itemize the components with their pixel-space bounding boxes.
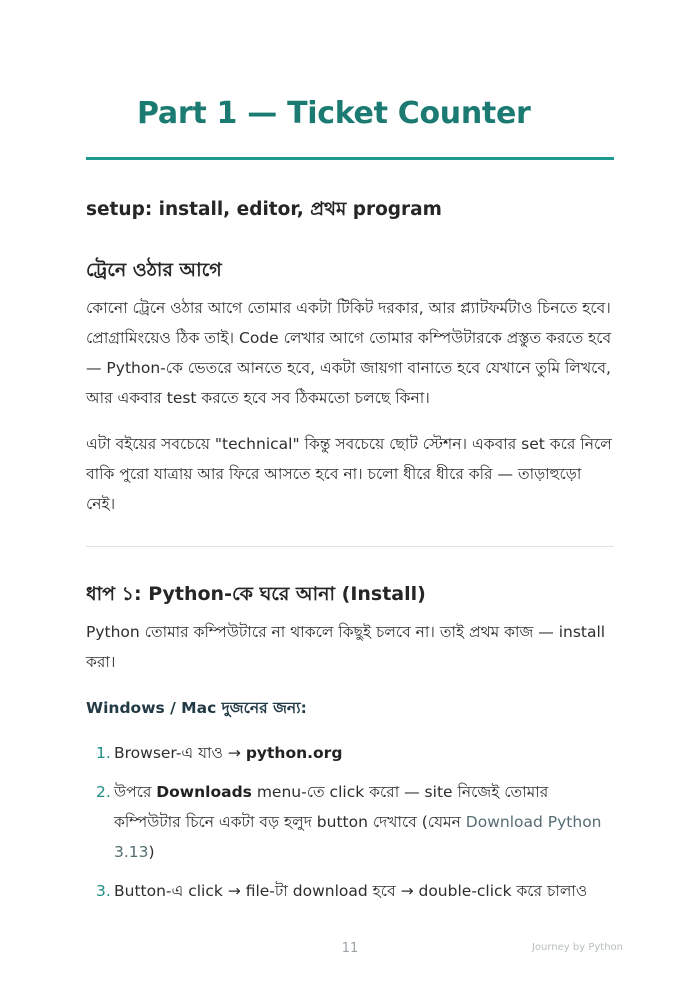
chapter-subtitle: setup: install, editor, প্রথম program <box>86 199 442 220</box>
section-heading-before-train: ট্রেনে ওঠার আগে <box>86 259 222 281</box>
step-text: উপরে <box>114 783 157 801</box>
page-number: 11 <box>341 941 359 956</box>
title-divider <box>86 157 614 160</box>
list-number: 2. <box>96 783 111 801</box>
step-text-cont: menu-তে click করো — site নিজেই তোমার কম্পিউটার চিনে একটা বড় হলুদ button দেখাবে (যেমন <box>114 783 549 831</box>
list-item <box>86 738 614 768</box>
list-item <box>86 777 614 867</box>
list-number: 3. <box>96 882 111 900</box>
chapter-title: Part 1 — Ticket Counter <box>137 96 531 131</box>
footer-brand: Journey by Python <box>531 942 623 953</box>
paragraph-intro: কোনো ট্রেনে ওঠার আগে তোমার একটা টিকিট দরকার, আর প্ল্যাটফর্মটাও চিনতে হবে। প্রোগ্রামিংয়েও ঠিক তাই। Code লেখার আগে তোমার কম্পিউটারকে প্রস্তুত করতে হবে — Python-কে ভেতরে আনতে হবে, একটা জায়গা বানাতে হবে যেখানে তুমি লিখবে, আর একবার test করতে হবে সব ঠিকমতো চলছে কিনা। <box>86 299 612 407</box>
step-text: Button-এ click → file-টা download হবে → double-click করে চালাও <box>114 882 588 900</box>
download-python-example: Download Python 3.13 <box>114 813 602 861</box>
list-item <box>86 876 614 906</box>
subheading-windows-mac: Windows / Mac দুজনের জন্য: <box>86 699 307 717</box>
downloads-term: Downloads <box>156 783 252 801</box>
section-heading-install: ধাপ ১: Python-কে ঘরে আনা (Install) <box>86 583 426 605</box>
section-divider <box>86 546 614 547</box>
python-org-link[interactable]: python.org <box>245 744 343 762</box>
list-number: 1. <box>96 744 111 762</box>
paragraph-technical-station: এটা বইয়ের সবচেয়ে "technical" কিন্তু সবচেয়ে ছোট স্টেশন। একবার set করে নিলে বাকি পুরো যাত্রায় আর ফিরে আসতে হবে না। চলো ধীরে ধীরে করি — তাড়াহুড়ো নেই। <box>86 435 612 513</box>
paragraph-install-intro: Python তোমার কম্পিউটারে না থাকলে কিছুই চলবে না। তাই প্রথম কাজ — install করা। <box>86 623 606 671</box>
install-steps-list <box>86 738 614 915</box>
step-text: Browser-এ যাও → <box>114 744 246 762</box>
step-text-end: ) <box>148 843 155 861</box>
